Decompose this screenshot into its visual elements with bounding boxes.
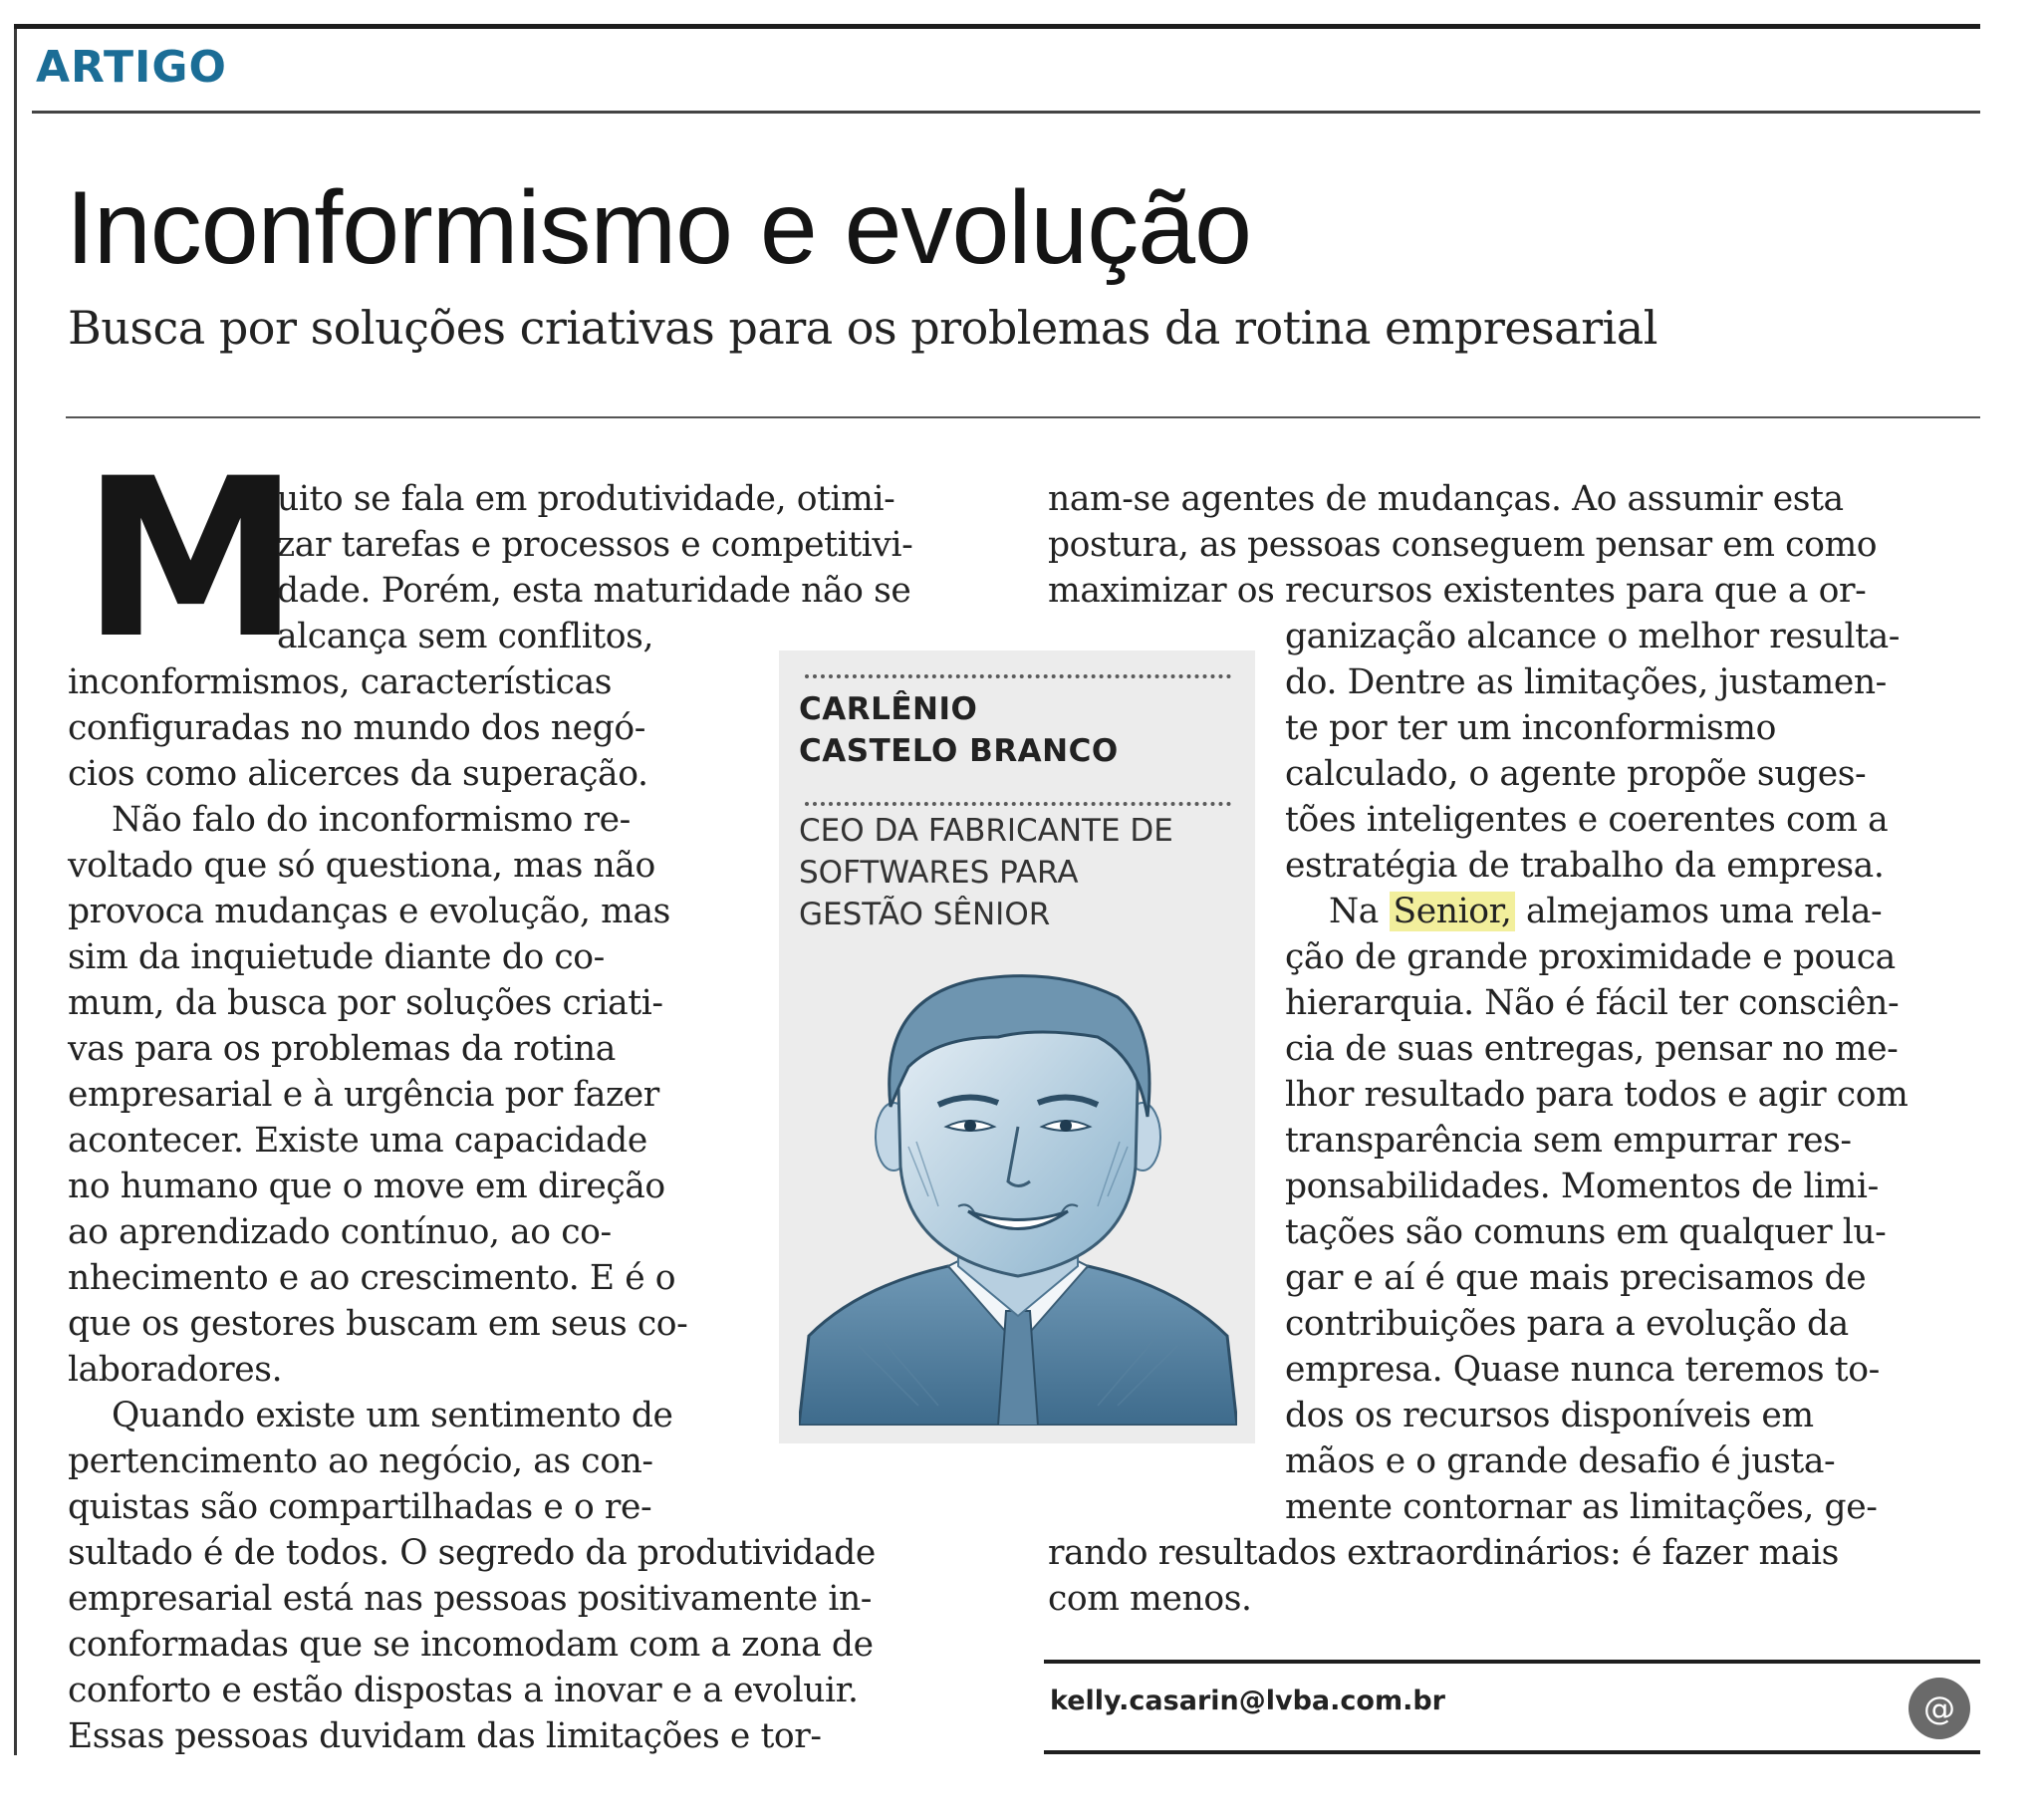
article-subtitle: Busca por soluções criativas para os problemas da rotina empresarial bbox=[68, 301, 1658, 355]
body-line: dos os recursos disponíveis em bbox=[1285, 1396, 1814, 1435]
body-line: nam-se agentes de mudanças. Ao assumir esta bbox=[1048, 479, 1844, 519]
body-line: maximizar os recursos existentes para que a or- bbox=[1048, 571, 1867, 611]
body-line: vas para os problemas da rotina bbox=[68, 1029, 616, 1069]
body-line: sim da inquietude diante do co- bbox=[68, 937, 605, 977]
author-name bbox=[799, 688, 1119, 772]
body-line: com menos. bbox=[1048, 1579, 1252, 1619]
author-box bbox=[779, 650, 1255, 1443]
section-label: ARTIGO bbox=[36, 42, 227, 93]
body-line: quistas são compartilhadas e o re- bbox=[68, 1487, 652, 1527]
author-role-line: SOFTWARES PARA bbox=[799, 855, 1079, 891]
footer-rule-top bbox=[1044, 1660, 1980, 1664]
body-line: mente contornar as limitações, ge- bbox=[1285, 1487, 1878, 1527]
body-line: pertencimento ao negócio, as con- bbox=[68, 1441, 653, 1481]
author-role bbox=[799, 810, 1173, 935]
body-line: cia de suas entregas, pensar no me- bbox=[1285, 1029, 1899, 1069]
body-line: ao aprendizado contínuo, ao co- bbox=[68, 1212, 612, 1252]
body-line: inconformismos, características bbox=[68, 662, 613, 702]
footer-rule-bottom bbox=[1044, 1750, 1980, 1754]
portrait-illustration bbox=[799, 967, 1237, 1426]
drop-cap: M bbox=[82, 431, 300, 686]
body-line: mum, da busca por soluções criati- bbox=[68, 983, 663, 1023]
body-line: transparência sem empurrar res- bbox=[1285, 1121, 1852, 1161]
body-line: hierarquia. Não é fácil ter consciên- bbox=[1285, 983, 1900, 1023]
body-line: alcança sem conflitos, bbox=[277, 617, 654, 656]
body-line: gar e aí é que mais precisamos de bbox=[1285, 1258, 1867, 1298]
body-line: postura, as pessoas conseguem pensar em como bbox=[1048, 525, 1878, 565]
body-line: sultado é de todos. O segredo da produtividade bbox=[68, 1533, 876, 1573]
body-line: Quando existe um sentimento de bbox=[112, 1396, 673, 1435]
author-role-line: CEO DA FABRICANTE DE bbox=[799, 813, 1173, 849]
author-email[interactable]: kelly.casarin@lvba.com.br bbox=[1050, 1686, 1445, 1716]
body-line: no humano que o move em direção bbox=[68, 1167, 665, 1206]
body-line: provoca mudanças e evolução, mas bbox=[68, 892, 670, 931]
body-text: Na bbox=[1329, 892, 1390, 931]
body-line: ponsabilidades. Momentos de limi- bbox=[1285, 1167, 1879, 1206]
body-line: contribuições para a evolução da bbox=[1285, 1304, 1849, 1344]
body-line: zar tarefas e processos e competitivi- bbox=[277, 525, 913, 565]
body-line: Não falo do inconformismo re- bbox=[112, 800, 631, 840]
body-line: ção de grande proximidade e pouca bbox=[1285, 937, 1896, 977]
body-line: conforto e estão dispostas a inovar e a evoluir. bbox=[68, 1671, 859, 1710]
body-line: empresarial e à urgência por fazer bbox=[68, 1075, 659, 1115]
body-line: empresarial está nas pessoas positivamente in- bbox=[68, 1579, 873, 1619]
body-line: tações são comuns em qualquer lu- bbox=[1285, 1212, 1887, 1252]
body-line: rando resultados extraordinários: é fazer mais bbox=[1048, 1533, 1839, 1573]
author-role-line: GESTÃO SÊNIOR bbox=[799, 897, 1051, 932]
body-line: cios como alicerces da superação. bbox=[68, 754, 648, 794]
body-line: ganização alcance o melhor resulta- bbox=[1285, 617, 1901, 656]
body-line: do. Dentre as limitações, justamen- bbox=[1285, 662, 1887, 702]
highlighted-company-name: Senior, bbox=[1390, 892, 1516, 931]
left-border-rule bbox=[14, 26, 17, 1755]
top-border-rule bbox=[14, 24, 1980, 29]
section-divider bbox=[32, 111, 1980, 114]
headline-divider bbox=[66, 416, 1980, 418]
body-line: calculado, o agente propõe suges- bbox=[1285, 754, 1867, 794]
body-text: almejamos uma rela- bbox=[1515, 892, 1883, 931]
body-line: laboradores. bbox=[68, 1350, 283, 1390]
body-line: empresa. Quase nunca teremos to- bbox=[1285, 1350, 1880, 1390]
body-line: lhor resultado para todos e agir com bbox=[1285, 1075, 1909, 1115]
dotted-divider bbox=[805, 802, 1231, 806]
at-sign-icon: @ bbox=[1909, 1678, 1970, 1739]
body-line: nhecimento e ao crescimento. E é o bbox=[68, 1258, 676, 1298]
dotted-divider bbox=[805, 674, 1231, 678]
author-name-line: CASTELO BRANCO bbox=[799, 733, 1119, 769]
author-name-line: CARLÊNIO bbox=[799, 691, 978, 727]
body-line: acontecer. Existe uma capacidade bbox=[68, 1121, 647, 1161]
body-line: Essas pessoas duvidam das limitações e tor- bbox=[68, 1716, 822, 1756]
body-line: uito se fala em produtividade, otimi- bbox=[277, 479, 895, 519]
body-line: dade. Porém, esta maturidade não se bbox=[277, 571, 911, 611]
senior-paragraph-start bbox=[1329, 889, 1882, 934]
body-line: voltado que só questiona, mas não bbox=[68, 846, 655, 886]
body-line: mãos e o grande desafio é justa- bbox=[1285, 1441, 1836, 1481]
body-line: conformadas que se incomodam com a zona de bbox=[68, 1625, 874, 1665]
article-title: Inconformismo e evolução bbox=[66, 170, 1251, 286]
body-line: que os gestores buscam em seus co- bbox=[68, 1304, 688, 1344]
body-line: te por ter um inconformismo bbox=[1285, 708, 1776, 748]
body-line: estratégia de trabalho da empresa. bbox=[1285, 846, 1885, 886]
body-line: tões inteligentes e coerentes com a bbox=[1285, 800, 1889, 840]
body-line: configuradas no mundo dos negó- bbox=[68, 708, 646, 748]
